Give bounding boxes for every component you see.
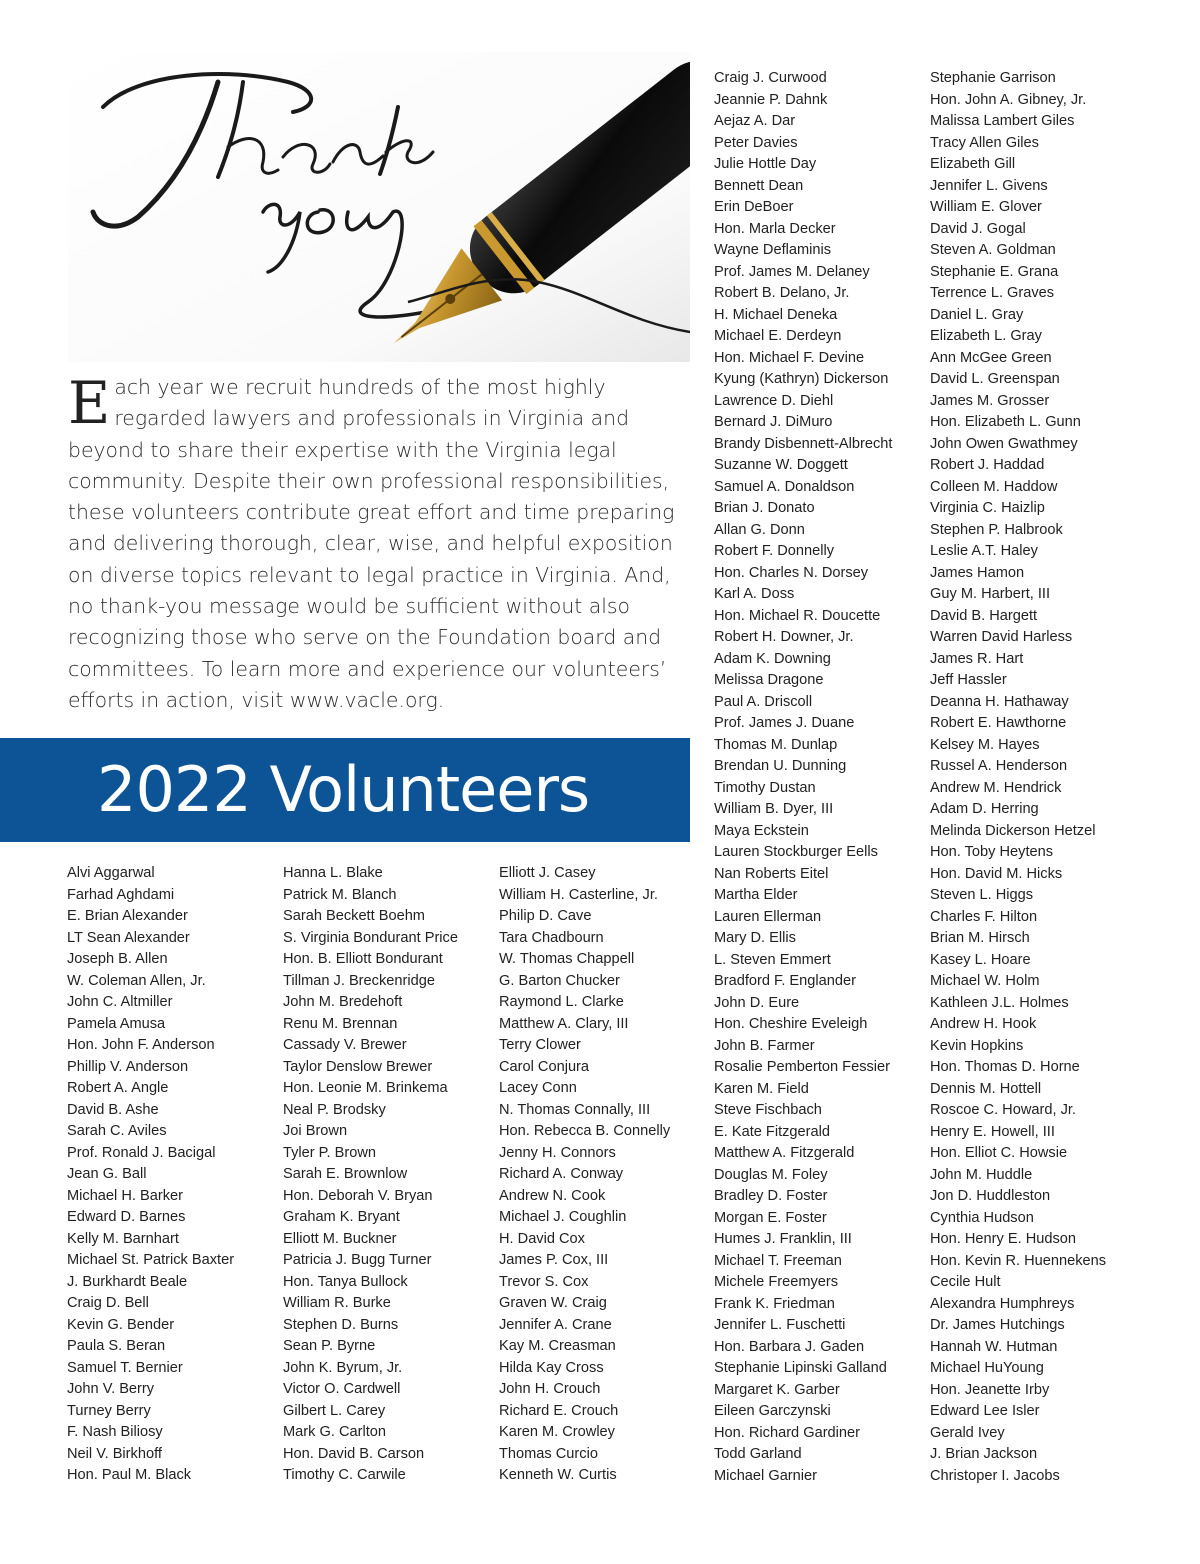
volunteer-name: Kasey L. Hoare: [930, 951, 1031, 968]
volunteer-name: John C. Altmiller: [67, 994, 173, 1010]
volunteer-name: James P. Cox, III: [499, 1252, 609, 1268]
volunteer-name: Timothy C. Carwile: [283, 1467, 406, 1483]
drop-cap: E: [68, 369, 111, 437]
volunteer-name: Robert H. Downer, Jr.: [714, 629, 854, 645]
volunteer-name: Lauren Ellerman: [714, 908, 822, 925]
volunteer-name: Phillip V. Anderson: [67, 1058, 189, 1075]
volunteer-name: Hon. Cheshire Eveleigh: [714, 1016, 868, 1032]
volunteer-column-1: [67, 863, 234, 1487]
volunteer-name: W. Thomas Chappell: [499, 951, 635, 967]
volunteer-name: Hon. Toby Heytens: [930, 844, 1054, 860]
volunteer-name: Karen M. Crowley: [499, 1424, 615, 1440]
volunteer-name: Stephanie E. Grana: [930, 263, 1059, 280]
volunteer-name: Richard E. Crouch: [499, 1402, 619, 1419]
volunteer-name: Jenny H. Connors: [499, 1144, 616, 1161]
volunteer-name: Hon. Paul M. Black: [67, 1467, 192, 1483]
volunteer-name: Jean G. Ball: [67, 1166, 147, 1182]
volunteer-name: Hon. Thomas D. Horne: [930, 1059, 1080, 1075]
volunteer-name: William E. Glover: [930, 199, 1042, 215]
volunteer-name: Patricia J. Bugg Turner: [283, 1252, 432, 1268]
volunteer-name: Russel A. Henderson: [930, 758, 1068, 774]
volunteer-name: J. Brian Jackson: [930, 1446, 1038, 1462]
intro-paragraph: [68, 369, 690, 716]
volunteer-name: Hon. Deborah V. Bryan: [283, 1187, 433, 1204]
volunteer-name: Morgan E. Foster: [714, 1209, 827, 1226]
volunteer-name: Carol Conjura: [499, 1058, 590, 1075]
volunteer-name: Kenneth W. Curtis: [499, 1467, 617, 1483]
volunteer-name: Michael Garnier: [714, 1467, 818, 1484]
volunteer-name: Thomas M. Dunlap: [714, 736, 838, 753]
volunteer-name: Kay M. Creasman: [499, 1338, 616, 1354]
volunteer-name: Jennifer L. Fuschetti: [714, 1317, 846, 1333]
volunteer-name: Melissa Dragone: [714, 672, 824, 688]
volunteer-name: Kevin Hopkins: [930, 1037, 1024, 1054]
volunteer-name: Michael St. Patrick Baxter: [67, 1252, 235, 1268]
volunteer-name: H. Michael Deneka: [714, 306, 838, 323]
volunteer-name: Michele Freemyers: [714, 1274, 839, 1290]
volunteer-name: Steven L. Higgs: [930, 887, 1034, 903]
volunteer-name: Trevor S. Cox: [499, 1273, 589, 1290]
volunteer-name: Michael T. Freeman: [714, 1252, 842, 1269]
volunteer-name: Jennifer L. Givens: [930, 177, 1048, 194]
volunteer-name: Edward D. Barnes: [67, 1209, 186, 1225]
volunteer-name: Bennett Dean: [714, 177, 804, 194]
volunteer-name: Alvi Aggarwal: [67, 865, 155, 881]
volunteer-name: Hon. John F. Anderson: [67, 1037, 215, 1053]
volunteer-name: Joi Brown: [283, 1123, 348, 1139]
volunteer-name: Cassady V. Brewer: [283, 1037, 407, 1053]
volunteer-name: Graven W. Craig: [499, 1295, 607, 1311]
volunteer-name: N. Thomas Connally, III: [499, 1101, 651, 1118]
volunteer-name: Prof. James J. Duane: [714, 715, 855, 731]
volunteer-name: Stephen P. Halbrook: [930, 521, 1063, 538]
volunteer-name: Humes J. Franklin, III: [714, 1231, 852, 1247]
volunteer-name: E. Brian Alexander: [67, 908, 188, 924]
volunteer-name: Brandy Disbennett-Albrecht: [714, 435, 893, 452]
volunteer-name: Matthew A. Clary, III: [499, 1015, 629, 1032]
volunteer-name: Hon. Tanya Bullock: [283, 1273, 408, 1290]
volunteer-name: Leslie A.T. Haley: [930, 543, 1038, 559]
volunteer-name: Timothy Dustan: [714, 779, 816, 796]
volunteer-name: Mark G. Carlton: [283, 1424, 386, 1440]
volunteer-name: Rosalie Pemberton Fessier: [714, 1059, 891, 1075]
volunteer-name: Brendan U. Dunning: [714, 758, 847, 774]
volunteer-name: Deanna H. Hathaway: [930, 693, 1069, 710]
volunteer-name: Nan Roberts Eitel: [714, 865, 829, 882]
volunteer-name: F. Nash Biliosy: [67, 1424, 163, 1440]
volunteer-name: Kelly M. Barnhart: [67, 1230, 179, 1247]
volunteer-name: Dr. James Hutchings: [930, 1317, 1065, 1333]
volunteer-name: Suzanne W. Doggett: [714, 457, 848, 473]
volunteer-name: David J. Gogal: [930, 220, 1026, 237]
volunteer-name: Charles F. Hilton: [930, 908, 1038, 925]
volunteer-name: Andrew M. Hendrick: [930, 779, 1062, 796]
volunteer-name: Adam D. Herring: [930, 801, 1039, 817]
volunteer-name: Neil V. Birkhoff: [67, 1445, 162, 1462]
volunteer-name: Alexandra Humphreys: [930, 1295, 1075, 1312]
volunteer-name: Hon. Rebecca B. Connelly: [499, 1123, 671, 1139]
volunteer-name: Stephen D. Burns: [283, 1316, 399, 1333]
volunteer-name: Edward Lee Isler: [930, 1403, 1040, 1419]
volunteer-name: Elizabeth L. Gray: [930, 328, 1042, 344]
volunteer-name: Daniel L. Gray: [930, 306, 1024, 323]
volunteer-name: William B. Dyer, III: [714, 801, 834, 817]
volunteer-name: Tara Chadbourn: [499, 929, 604, 946]
volunteer-name: James R. Hart: [930, 650, 1024, 667]
volunteer-name: Hon. Michael F. Devine: [714, 349, 865, 366]
volunteer-name: Guy M. Harbert, III: [930, 586, 1051, 602]
volunteer-name: Karl A. Doss: [714, 586, 795, 602]
volunteer-name: Graham K. Bryant: [283, 1209, 400, 1225]
thank-you-pen-image: [68, 52, 690, 362]
volunteer-name: Jon D. Huddleston: [930, 1188, 1051, 1204]
volunteer-name: Allan G. Donn: [714, 521, 805, 538]
volunteer-name: Hon. Jeanette Irby: [930, 1381, 1050, 1398]
volunteer-name: Bradley D. Foster: [714, 1188, 828, 1204]
volunteer-name: Prof. Ronald J. Bacigal: [67, 1144, 216, 1161]
volunteer-name: Joseph B. Allen: [67, 951, 168, 967]
volunteer-column-5: [930, 68, 1106, 1487]
volunteer-name: Sean P. Byrne: [283, 1338, 376, 1354]
volunteer-name: W. Coleman Allen, Jr.: [67, 972, 206, 989]
volunteer-name: John H. Crouch: [499, 1381, 601, 1397]
volunteer-name: Hon. Elliot C. Howsie: [930, 1145, 1068, 1161]
volunteer-name: Bradford F. Englander: [714, 973, 856, 989]
volunteer-name: Terry Clower: [499, 1037, 581, 1053]
volunteer-name: Steve Fischbach: [714, 1102, 822, 1118]
volunteer-name: Kyung (Kathryn) Dickerson: [714, 371, 889, 387]
volunteer-column-3: [499, 863, 670, 1487]
volunteer-name: E. Kate Fitzgerald: [714, 1123, 830, 1140]
volunteer-name: Hon. Leonie M. Brinkema: [283, 1080, 448, 1096]
volunteer-name: Tyler P. Brown: [283, 1144, 377, 1161]
volunteer-name: Steven A. Goldman: [930, 242, 1056, 258]
volunteer-name: LT Sean Alexander: [67, 929, 190, 946]
volunteer-name: S. Virginia Bondurant Price: [283, 929, 458, 946]
volunteer-name: Hon. David M. Hicks: [930, 865, 1063, 882]
volunteer-name: Hon. Marla Decker: [714, 220, 836, 237]
volunteer-name: Sarah Beckett Boehm: [283, 908, 425, 924]
volunteer-name: Thomas Curcio: [499, 1445, 598, 1462]
volunteer-name: Kathleen J.L. Holmes: [930, 994, 1069, 1011]
volunteer-name: Robert F. Donnelly: [714, 543, 835, 559]
volunteer-name: Craig D. Bell: [67, 1295, 149, 1311]
volunteer-name: Bernard J. DiMuro: [714, 414, 833, 430]
volunteer-name: Farhad Aghdami: [67, 886, 175, 903]
volunteer-name: Malissa Lambert Giles: [930, 113, 1075, 129]
volunteer-name: Michael E. Derdeyn: [714, 328, 842, 344]
volunteer-name: Hon. Elizabeth L. Gunn: [930, 414, 1081, 430]
volunteer-name: Wayne Deflaminis: [714, 242, 832, 258]
volunteer-name: William H. Casterline, Jr.: [499, 886, 658, 903]
volunteer-name: Stephanie Garrison: [930, 70, 1056, 86]
volunteer-name: Craig J. Curwood: [714, 70, 827, 86]
volunteer-name: Terrence L. Graves: [930, 285, 1055, 301]
volunteer-name: Michael HuYoung: [930, 1360, 1044, 1376]
volunteer-name: Elliott J. Casey: [499, 865, 596, 881]
volunteer-name: Lacey Conn: [499, 1080, 577, 1096]
volunteer-name: Cecile Hult: [930, 1274, 1001, 1290]
volunteer-name: Sarah E. Brownlow: [283, 1166, 408, 1182]
volunteer-name: Paula S. Beran: [67, 1338, 166, 1354]
volunteer-name: H. David Cox: [499, 1230, 585, 1247]
volunteer-name: Neal P. Brodsky: [283, 1101, 386, 1118]
volunteer-name: Brian M. Hirsch: [930, 930, 1030, 946]
volunteer-name: Aejaz A. Dar: [714, 113, 796, 129]
volunteer-name: Dennis M. Hottell: [930, 1080, 1042, 1097]
volunteer-name: Erin DeBoer: [714, 199, 794, 215]
volunteer-name: Brian J. Donato: [714, 500, 815, 516]
volunteer-name: Jeff Hassler: [930, 672, 1007, 688]
volunteer-name: Martha Elder: [714, 887, 798, 903]
volunteer-name: Stephanie Lipinski Galland: [714, 1360, 887, 1376]
volunteer-name: Douglas M. Foley: [714, 1166, 828, 1183]
volunteer-name: Taylor Denslow Brewer: [283, 1058, 433, 1075]
volunteer-name: Roscoe C. Howard, Jr.: [930, 1102, 1076, 1118]
volunteer-name: Warren David Harless: [930, 629, 1073, 645]
volunteer-name: Robert J. Haddad: [930, 457, 1045, 473]
volunteer-name: Kevin G. Bender: [67, 1316, 175, 1333]
volunteer-name: Gerald Ivey: [930, 1424, 1005, 1441]
volunteer-name: Paul A. Driscoll: [714, 693, 813, 710]
volunteer-name: Raymond L. Clarke: [499, 994, 624, 1010]
volunteers-banner: [0, 738, 690, 842]
volunteer-name: Michael J. Coughlin: [499, 1209, 627, 1225]
volunteer-name: William R. Burke: [283, 1295, 391, 1311]
volunteer-name: John D. Eure: [714, 994, 800, 1011]
volunteer-name: John M. Bredehoft: [283, 994, 403, 1010]
volunteer-name: Hanna L. Blake: [283, 865, 383, 881]
volunteer-name: Patrick M. Blanch: [283, 886, 397, 903]
volunteer-name: Hon. Richard Gardiner: [714, 1424, 861, 1441]
volunteer-name: Hilda Kay Cross: [499, 1359, 604, 1376]
volunteer-name: Hon. Michael R. Doucette: [714, 607, 881, 624]
volunteer-name: Renu M. Brennan: [283, 1015, 398, 1032]
volunteer-name: Cynthia Hudson: [930, 1209, 1034, 1226]
volunteer-name: Karen M. Field: [714, 1080, 809, 1097]
volunteer-name: Samuel A. Donaldson: [714, 478, 855, 495]
volunteer-name: Tracy Allen Giles: [930, 134, 1039, 151]
volunteer-name: Andrew H. Hook: [930, 1016, 1037, 1032]
volunteer-name: Christoper I. Jacobs: [930, 1467, 1060, 1484]
volunteer-name: Michael H. Barker: [67, 1187, 183, 1204]
volunteer-name: David B. Ashe: [67, 1101, 159, 1118]
thank-you-pen-illustration: [68, 52, 690, 362]
volunteer-name: Lauren Stockburger Eells: [714, 844, 878, 860]
volunteer-name: John B. Farmer: [714, 1037, 815, 1054]
volunteer-name: Elliott M. Buckner: [283, 1230, 397, 1247]
volunteer-name: Philip D. Cave: [499, 908, 592, 924]
volunteer-name: Todd Garland: [714, 1446, 802, 1462]
volunteer-name: Victor O. Cardwell: [283, 1381, 401, 1397]
volunteer-name: Margaret K. Garber: [714, 1381, 840, 1398]
volunteer-name: Pamela Amusa: [67, 1015, 166, 1032]
volunteer-name: Henry E. Howell, III: [930, 1123, 1055, 1140]
volunteer-name: John Owen Gwathmey: [930, 435, 1078, 452]
volunteer-name: Prof. James M. Delaney: [714, 263, 870, 280]
volunteer-name: Eileen Garczynski: [714, 1403, 831, 1419]
volunteer-name: Maya Eckstein: [714, 822, 809, 839]
volunteer-name: John K. Byrum, Jr.: [283, 1359, 403, 1376]
volunteer-name: Frank K. Friedman: [714, 1295, 835, 1312]
volunteer-name: John V. Berry: [67, 1381, 155, 1397]
volunteer-name: Hon. Henry E. Hudson: [930, 1231, 1077, 1247]
volunteer-name: J. Burkhardt Beale: [67, 1273, 188, 1290]
volunteer-name: Adam K. Downing: [714, 650, 831, 667]
volunteer-name: Hon. B. Elliott Bondurant: [283, 951, 443, 967]
volunteer-name: Richard A. Conway: [499, 1166, 624, 1182]
volunteer-name: Colleen M. Haddow: [930, 478, 1058, 495]
volunteer-name: James M. Grosser: [930, 392, 1050, 409]
volunteer-column-4: [714, 68, 892, 1487]
volunteer-name: Hon. David B. Carson: [283, 1445, 425, 1462]
volunteer-name: Jennifer A. Crane: [499, 1316, 612, 1333]
volunteer-name: John M. Huddle: [930, 1166, 1033, 1183]
volunteer-column-2: [283, 863, 458, 1487]
volunteer-name: Hon. Barbara J. Gaden: [714, 1338, 865, 1355]
volunteer-name: Robert E. Hawthorne: [930, 715, 1067, 731]
volunteer-name: Lawrence D. Diehl: [714, 392, 834, 409]
volunteer-name: Hannah W. Hutman: [930, 1338, 1058, 1355]
volunteer-name: Hon. Kevin R. Huennekens: [930, 1252, 1107, 1269]
volunteer-name: Ann McGee Green: [930, 349, 1052, 366]
volunteer-name: Hon. Charles N. Dorsey: [714, 564, 869, 581]
banner-title: 2022 Volunteers: [97, 753, 590, 826]
volunteer-name: Andrew N. Cook: [499, 1187, 606, 1204]
volunteer-name: Elizabeth Gill: [930, 156, 1016, 172]
volunteer-name: Tillman J. Breckenridge: [283, 972, 435, 989]
volunteer-name: Melinda Dickerson Hetzel: [930, 822, 1096, 839]
volunteer-name: G. Barton Chucker: [499, 972, 620, 989]
volunteer-name: Robert B. Delano, Jr.: [714, 285, 850, 301]
volunteer-name: David B. Hargett: [930, 607, 1038, 624]
volunteer-name: Sarah C. Aviles: [67, 1123, 167, 1139]
volunteer-name: David L. Greenspan: [930, 371, 1060, 387]
volunteer-name: Julie Hottle Day: [714, 156, 817, 172]
volunteer-name: Hon. John A. Gibney, Jr.: [930, 91, 1087, 108]
volunteer-name: Gilbert L. Carey: [283, 1402, 386, 1419]
volunteer-name: L. Steven Emmert: [714, 951, 831, 968]
volunteer-name: Virginia C. Haizlip: [930, 500, 1045, 516]
volunteer-name: Robert A. Angle: [67, 1080, 169, 1096]
volunteer-name: Matthew A. Fitzgerald: [714, 1145, 855, 1161]
intro-text: ach year we recruit hundreds of the most highly regarded lawyers and professionals in Virginia and beyond to share their expertise with the Virginia legal community. Despite their own professional responsibilities, these volunteers contribute great effort and time preparing and delivering thorough, clear, wise, and helpful exposition on diverse topics relevant to legal practice in Virginia. And, no thank-you message would be sufficient without also recognizing those who serve on the Foundation board and committees. To learn more and experience our volunteers’ efforts in action, visit www.vacle.org.: [68, 375, 675, 712]
volunteer-name: James Hamon: [930, 564, 1025, 581]
volunteer-name: Turney Berry: [67, 1402, 151, 1419]
volunteer-name: Samuel T. Bernier: [67, 1359, 183, 1376]
volunteer-name: Mary D. Ellis: [714, 930, 796, 946]
volunteer-name: Jeannie P. Dahnk: [714, 91, 828, 108]
volunteer-name: Michael W. Holm: [930, 973, 1040, 989]
volunteer-name: Kelsey M. Hayes: [930, 736, 1040, 753]
volunteer-name: Peter Davies: [714, 134, 798, 151]
